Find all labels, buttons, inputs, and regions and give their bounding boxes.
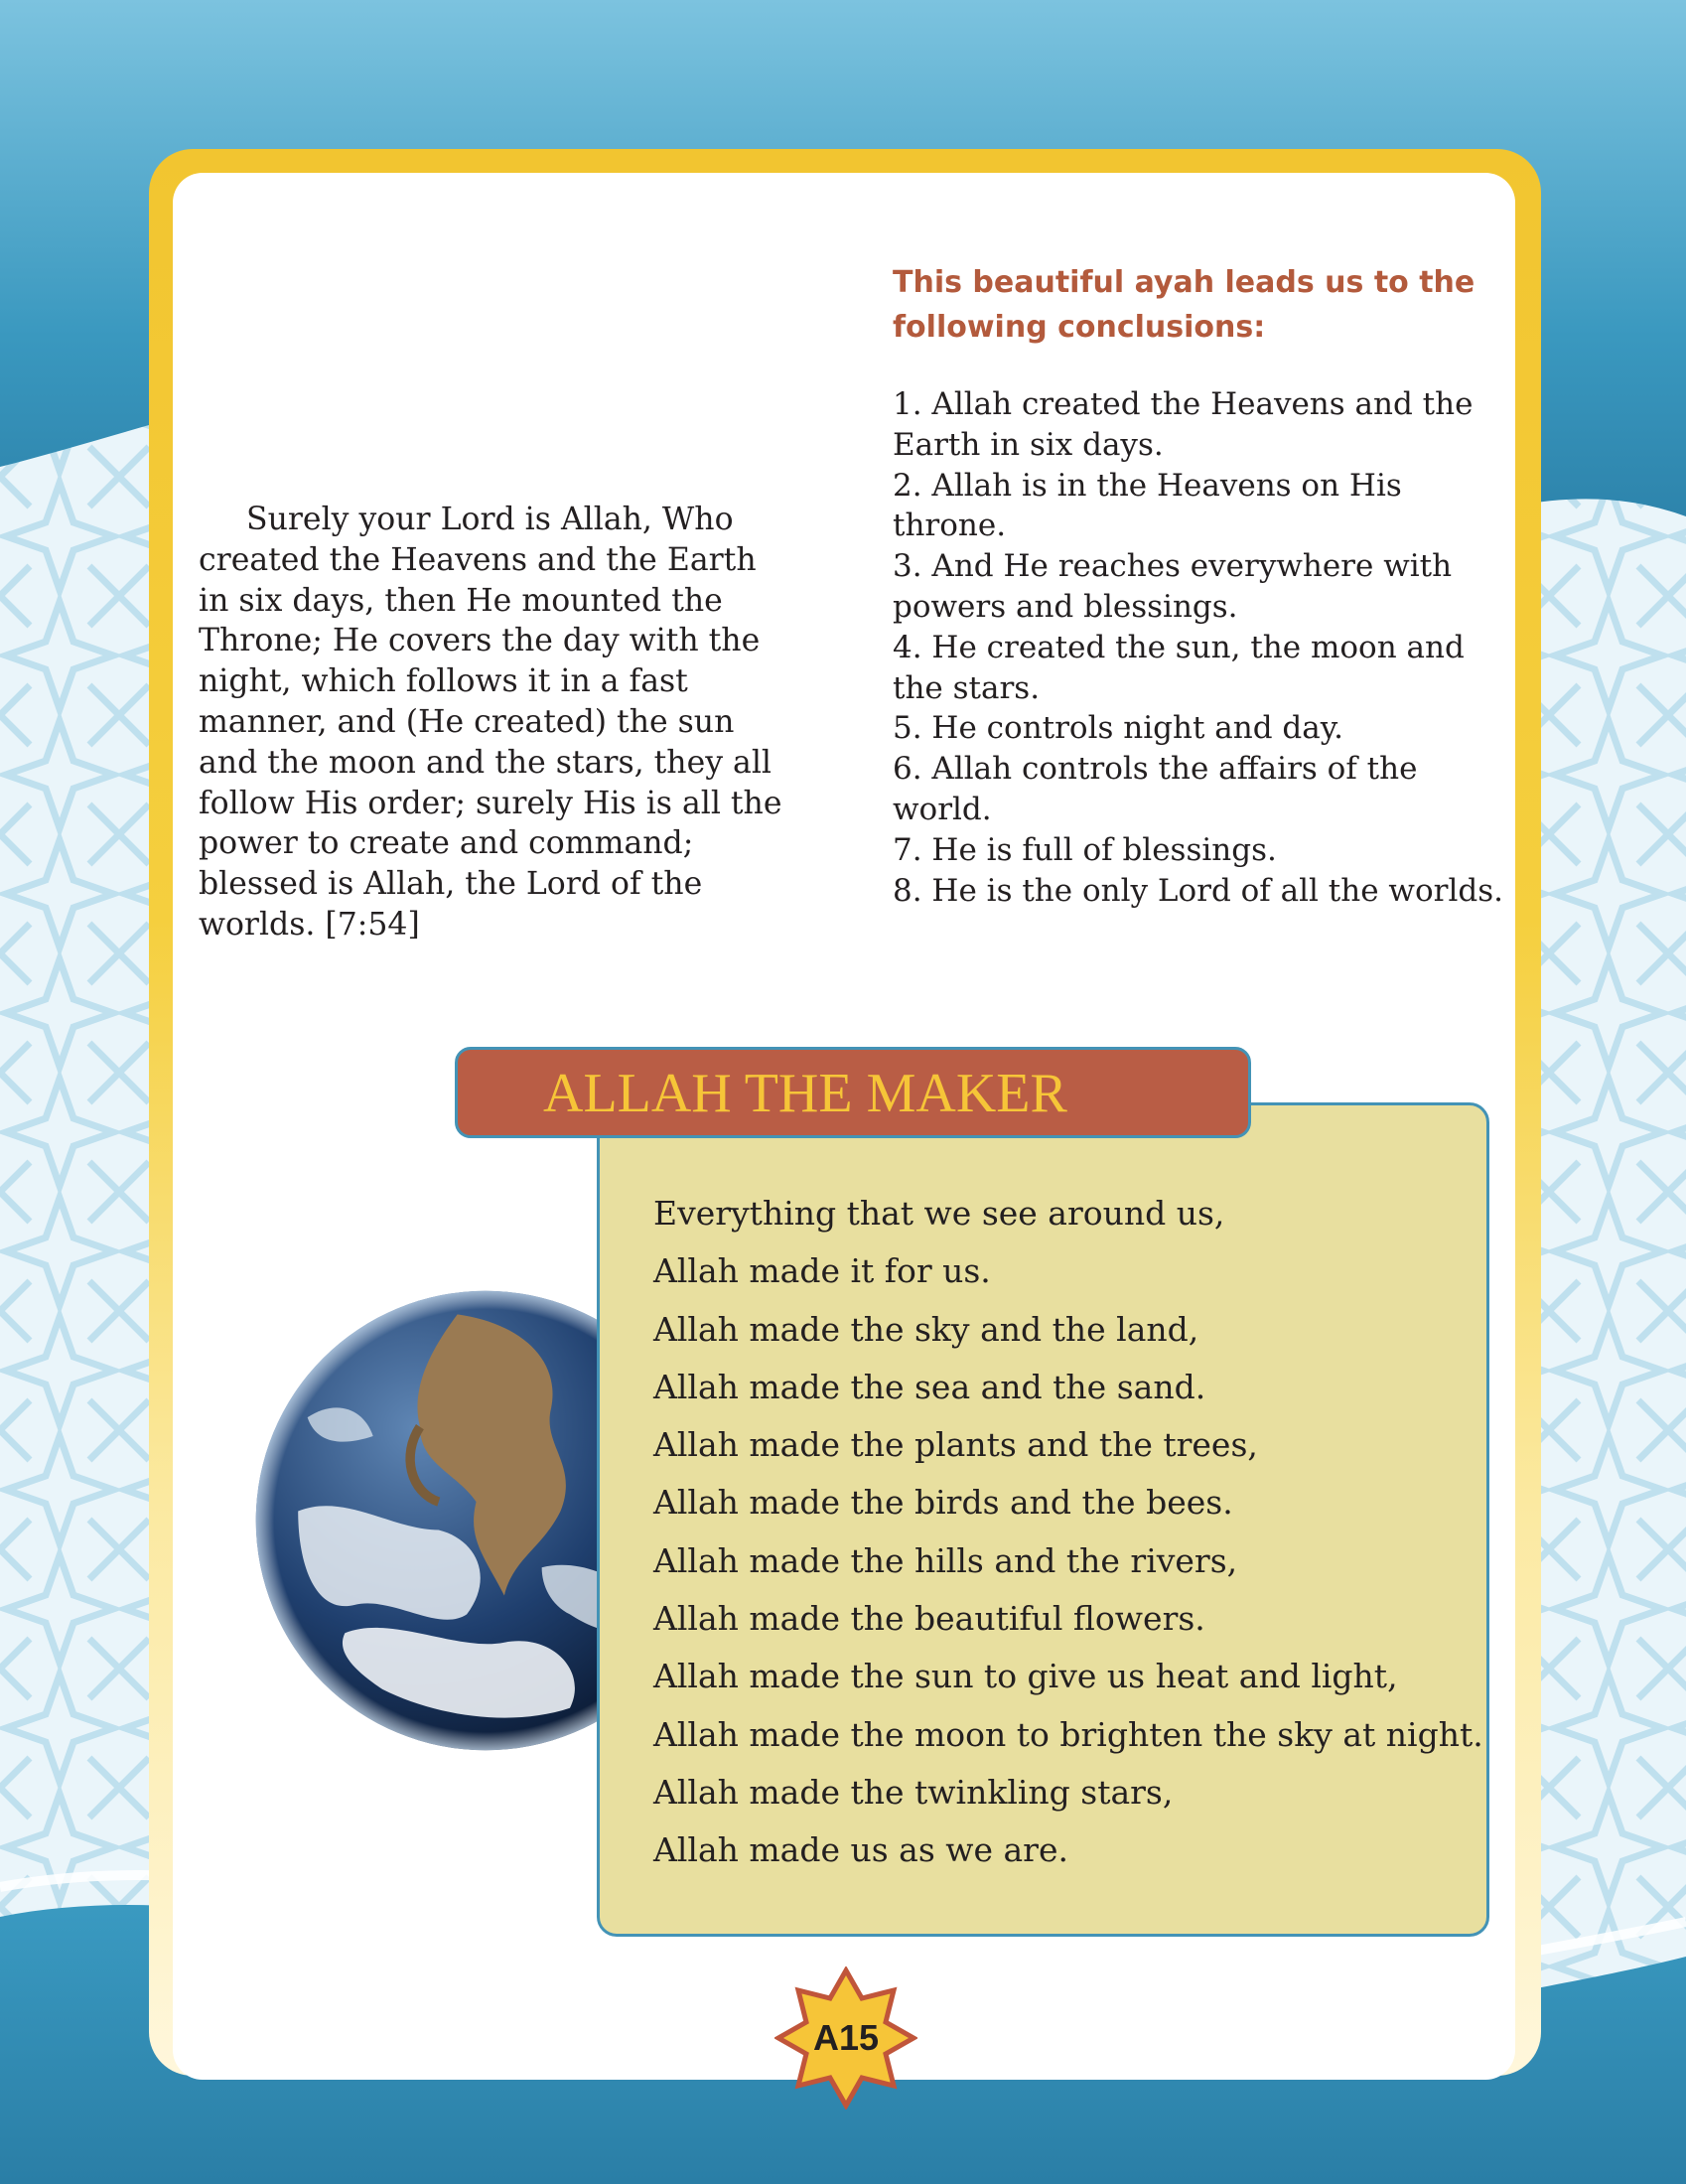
poem-line: Allah made the beautiful flowers. [653,1599,1205,1639]
poem-line: Allah made it for us. [653,1251,991,1291]
list-item: 4. He created the sun, the moon and the stars. [893,629,1465,706]
poem-box [597,1102,1489,1937]
conclusions-heading: This beautiful ayah leads us to the following conclusions: [893,265,1475,345]
page-number-badge [774,1966,917,2110]
list-item: 1. Allah created the Heavens and the Earth in six days. [893,386,1474,463]
conclusions-list [893,384,1508,911]
list-item: 8. He is the only Lord of all the worlds. [893,872,1503,909]
list-item: 5. He controls night and day. [893,710,1343,747]
poem-line: Allah made the hills and the rivers, [653,1540,1238,1580]
page-number: A15 [812,2017,880,2058]
list-item: 3. And He reaches everywhere with powers and blessings. [893,548,1453,625]
poem-line: Allah made the sun to give us heat and light, [653,1657,1398,1696]
poem-line: Allah made the sea and the sand. [653,1367,1206,1406]
poem-line: Allah made the birds and the bees. [653,1483,1233,1523]
section-title-banner [455,1047,1251,1138]
ayah-quote: Surely your Lord is Allah, Who created the Heavens and the Earth in six days, then He mounted the Throne; He covers the day with the night, which follows it in a fast manner, and (He created) the sun and the moon and the stars, they all follow His order; surely His is all the power to create and command; blessed is Allah, the Lord of the worlds. [7:54] [199,502,782,943]
poem-line: Allah made the plants and the trees, [653,1425,1258,1465]
poem-line: Allah made the moon to brighten the sky at night. [653,1714,1483,1754]
section-title: ALLAH THE MAKER [543,1063,1067,1124]
poem-line: Allah made the sky and the land, [653,1309,1199,1349]
list-item: 6. Allah controls the affairs of the world. [893,751,1418,827]
poem-lines [653,1185,1487,1880]
list-item: 7. He is full of blessings. [893,831,1277,868]
list-item: 2. Allah is in the Heavens on His throne. [893,467,1402,544]
poem-line: Everything that we see around us, [653,1194,1225,1233]
poem-line: Allah made us as we are. [653,1830,1068,1870]
poem-line: Allah made the twinkling stars, [653,1772,1174,1812]
